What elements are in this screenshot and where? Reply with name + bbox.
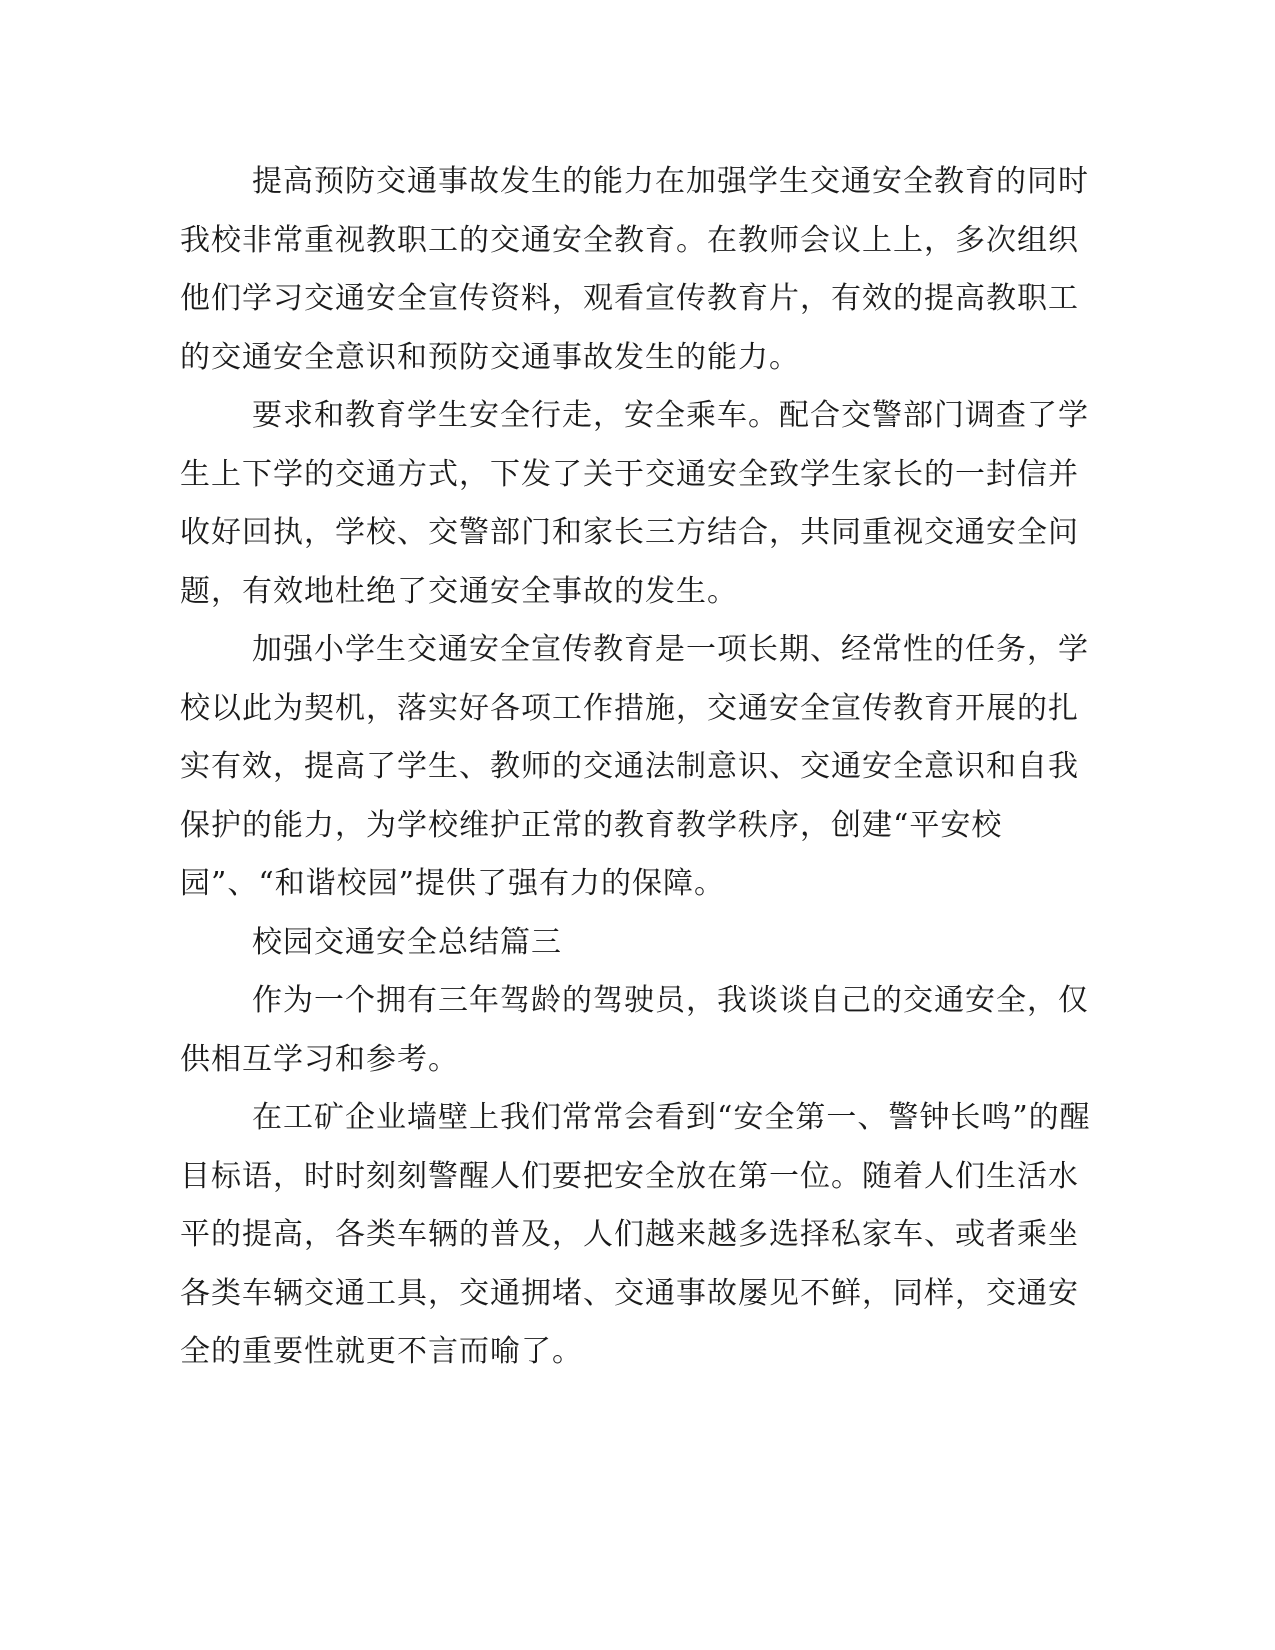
- section-heading: 校园交通安全总结篇三: [252, 924, 562, 960]
- paragraph: 在工矿企业墙壁上我们常常会看到“安全第一、警钟长鸣”的醒目标语，时时刻刻警醒人们要把安全放在第一位。随着人们生活水平的提高，各类车辆的普及，人们越来越多选择私家车、或者乘坐各类车辆交通工具，交通拥堵、交通事故屡见不鲜，同样，交通安全的重要性就更不言而喻了。: [180, 1100, 1091, 1369]
- paragraph: 加强小学生交通安全宣传教育是一项长期、经常性的任务，学校以此为契机，落实好各项工作措施，交通安全宣传教育开展的扎实有效，提高了学生、教师的交通法制意识、交通安全意识和自我保护的能力，为学校维护正常的教育教学秩序，创建“平安校园”、“和谐校园”提供了强有力的保障。: [180, 632, 1089, 901]
- paragraph: 要求和教育学生安全行走，安全乘车。配合交警部门调查了学生上下学的交通方式，下发了关于交通安全致学生家长的一封信并收好回执，学校、交警部门和家长三方结合，共同重视交通安全问题，有效地杜绝了交通安全事故的发生。: [180, 398, 1089, 609]
- paragraph: 提高预防交通事故发生的能力在加强学生交通安全教育的同时我校非常重视教职工的交通安全教育。在教师会议上上，多次组织他们学习交通安全宣传资料，观看宣传教育片，有效的提高教职工的交通安全意识和预防交通事故发生的能力。: [180, 164, 1089, 375]
- paragraph: 作为一个拥有三年驾龄的驾驶员，我谈谈自己的交通安全，仅供相互学习和参考。: [180, 983, 1089, 1077]
- document-body: [180, 153, 1100, 1382]
